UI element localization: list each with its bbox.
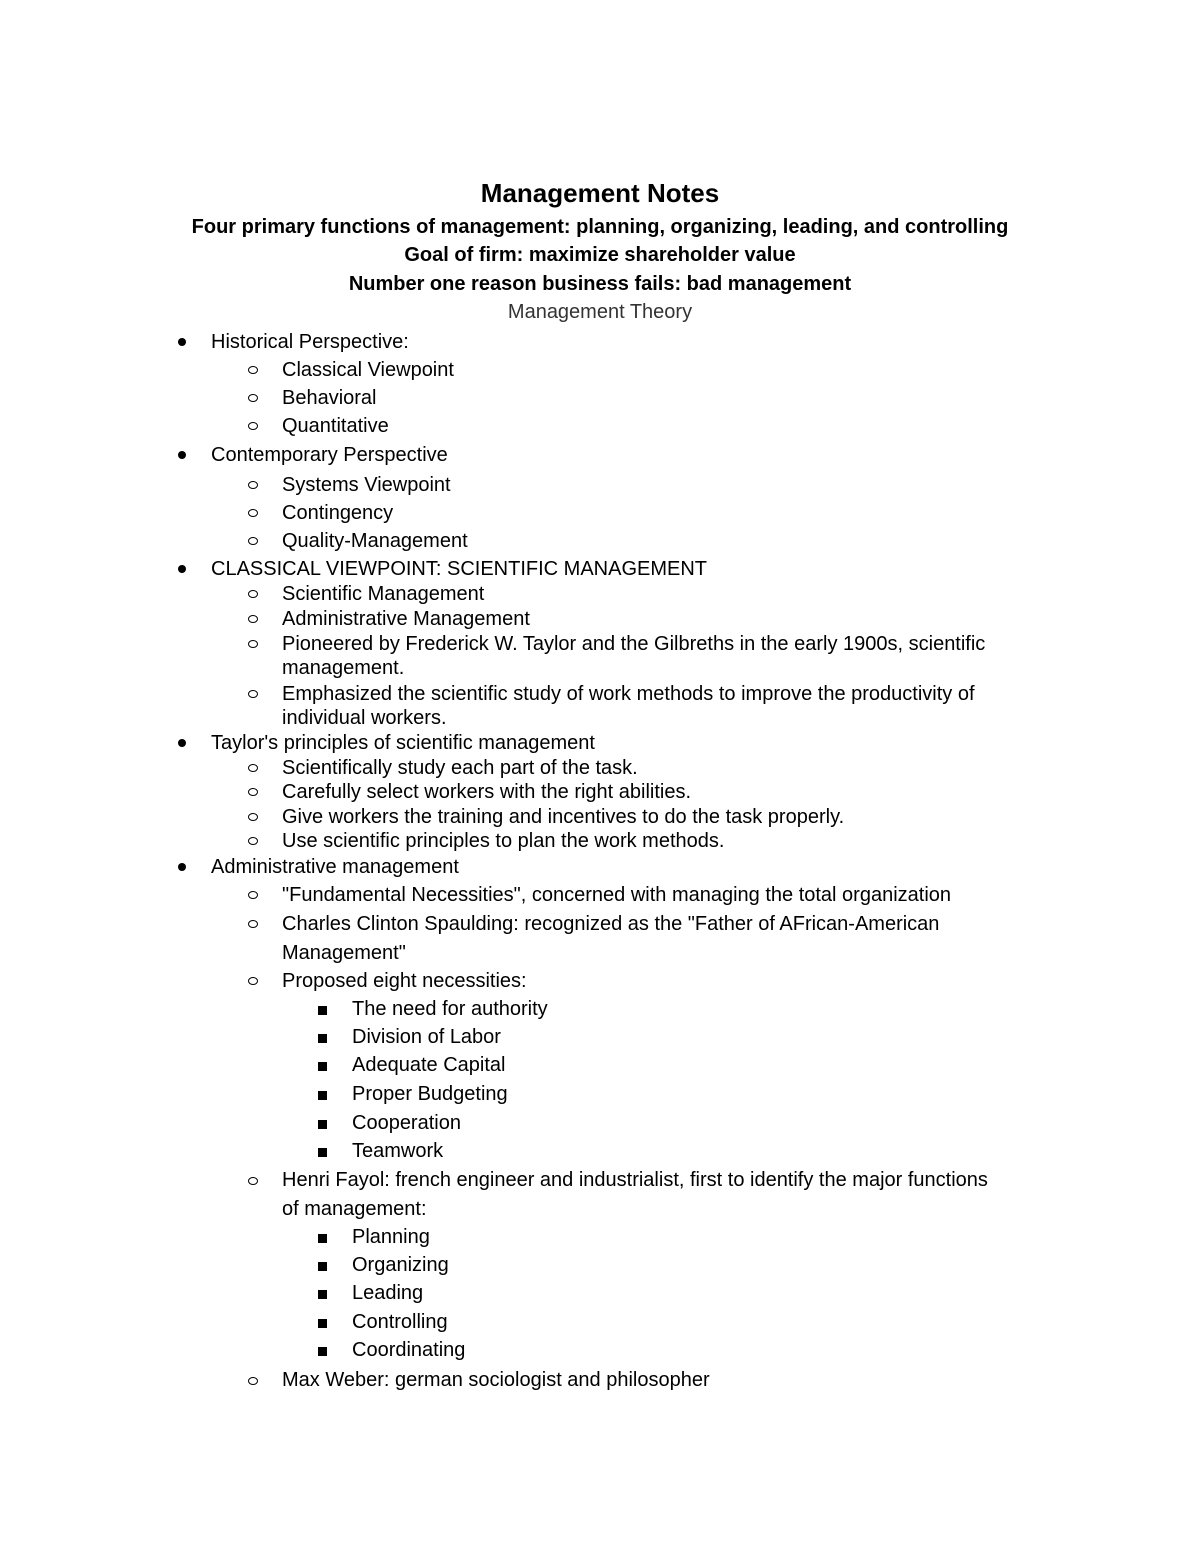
bullet-square-icon [318,1091,327,1100]
list-item: Leading [352,1282,424,1304]
bullet-circle-icon [248,977,258,985]
bullet-circle-icon [248,537,258,545]
list-item-continuation: Management" [282,942,406,964]
list-item: Adequate Capital [352,1054,506,1076]
bullet-disc-icon [178,739,186,747]
bullet-circle-icon [248,764,258,772]
functions-line: Four primary functions of management: planning, organizing, leading, and controlling [191,216,1009,238]
bullet-circle-icon [248,891,258,899]
list-item: Scientific Management [282,583,485,605]
bullet-circle-icon [248,615,258,623]
section-heading: Management Theory [507,301,693,323]
list-item: Proposed eight necessities: [282,970,527,992]
list-item: Taylor's principles of scientific management [211,732,595,754]
list-item: Charles Clinton Spaulding: recognized as the "Father of AFrican-American [282,913,940,935]
bullet-circle-icon [248,920,258,928]
list-item: Classical Viewpoint [282,359,454,381]
list-item: Contemporary Perspective [211,444,448,466]
list-item: Proper Budgeting [352,1083,508,1105]
bullet-square-icon [318,1290,327,1299]
list-item: Contingency [282,502,394,524]
bullet-circle-icon [248,422,258,430]
bullet-square-icon [318,1034,327,1043]
goal-line: Goal of firm: maximize shareholder value [404,244,796,266]
bullet-disc-icon [178,565,186,573]
list-item: Division of Labor [352,1026,501,1048]
list-item: Scientifically study each part of the task. [282,757,638,779]
bullet-circle-icon [248,640,258,648]
bullet-square-icon [318,1148,327,1157]
bullet-disc-icon [178,338,186,346]
list-item: Historical Perspective: [211,331,409,353]
fail-reason-line: Number one reason business fails: bad management [348,273,852,295]
list-item: Henri Fayol: french engineer and industrialist, first to identify the major functions [282,1169,988,1191]
list-item: Administrative management [211,856,459,878]
list-item: Systems Viewpoint [282,474,451,496]
list-item: Teamwork [352,1140,444,1162]
bullet-circle-icon [248,590,258,598]
bullet-square-icon [318,1262,327,1271]
bullet-square-icon [318,1234,327,1243]
bullet-circle-icon [248,366,258,374]
list-item: Planning [352,1226,430,1248]
list-item: CLASSICAL VIEWPOINT: SCIENTIFIC MANAGEMENT [211,558,707,580]
list-item: Max Weber: german sociologist and philosopher [282,1369,710,1391]
bullet-circle-icon [248,509,258,517]
bullet-circle-icon [248,394,258,402]
bullet-circle-icon [248,481,258,489]
bullet-circle-icon [248,690,258,698]
list-item: "Fundamental Necessities", concerned with managing the total organization [282,884,952,906]
bullet-disc-icon [178,451,186,459]
list-item: Behavioral [282,387,377,409]
list-item: Carefully select workers with the right abilities. [282,781,692,803]
document-title: Management Notes [480,178,720,208]
list-item: Administrative Management [282,608,530,630]
bullet-square-icon [318,1347,327,1356]
list-item-continuation: management. [282,657,405,679]
bullet-square-icon [318,1319,327,1328]
bullet-square-icon [318,1120,327,1129]
list-item: Quality-Management [282,530,468,552]
list-item: Give workers the training and incentives to do the task properly. [282,806,845,828]
list-item-continuation: of management: [282,1198,427,1220]
list-item: The need for authority [352,998,548,1020]
list-item: Pioneered by Frederick W. Taylor and the Gilbreths in the early 1900s, scientific [282,633,986,655]
bullet-circle-icon [248,813,258,821]
list-item: Emphasized the scientific study of work methods to improve the productivity of [282,683,975,705]
list-item: Coordinating [352,1339,466,1361]
bullet-circle-icon [248,1377,258,1385]
list-item: Quantitative [282,415,389,437]
bullet-square-icon [318,1006,327,1015]
bullet-circle-icon [248,1177,258,1185]
list-item: Controlling [352,1311,448,1333]
list-item: Organizing [352,1254,449,1276]
list-item: Use scientific principles to plan the work methods. [282,830,725,852]
bullet-disc-icon [178,863,186,871]
list-item-continuation: individual workers. [282,707,447,729]
list-item: Cooperation [352,1112,461,1134]
bullet-square-icon [318,1062,327,1071]
bullet-circle-icon [248,788,258,796]
bullet-circle-icon [248,837,258,845]
